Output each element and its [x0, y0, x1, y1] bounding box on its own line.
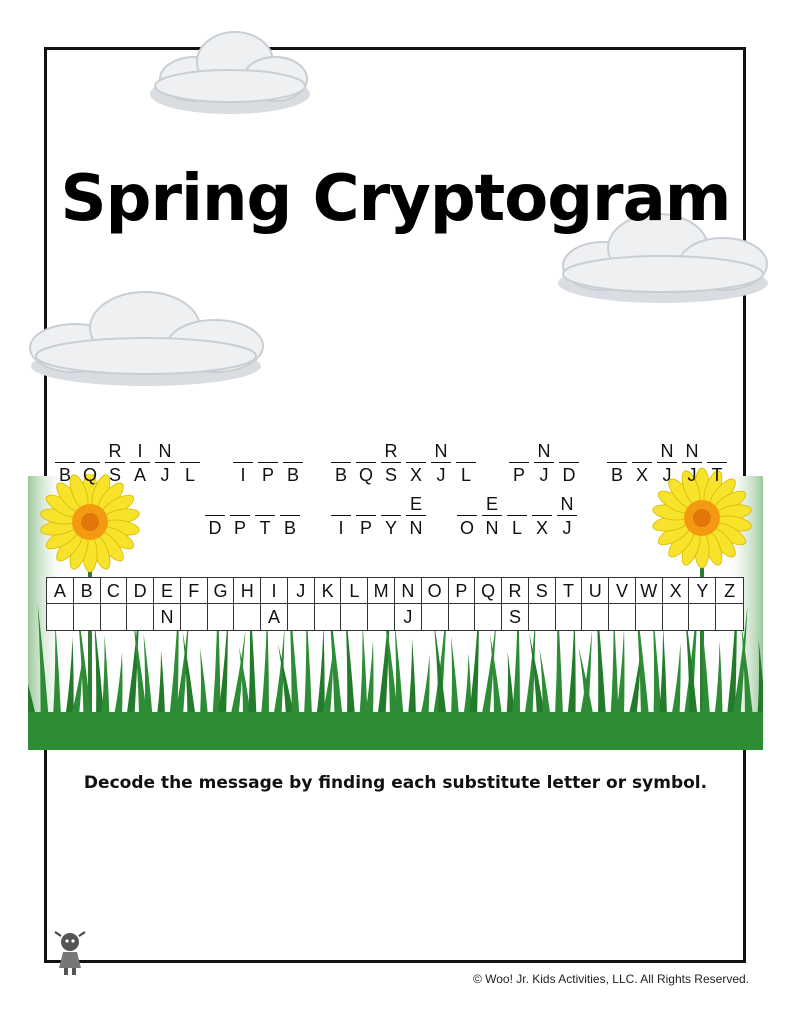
code-letter: J: [160, 465, 170, 485]
key-letter: C: [101, 578, 127, 604]
woojr-mascot-icon: [52, 930, 88, 976]
key-answer-cell[interactable]: [422, 604, 448, 630]
puzzle-letter-cell[interactable]: [455, 440, 477, 488]
key-answer-cell[interactable]: [47, 604, 73, 630]
code-letter: B: [286, 465, 299, 485]
key-letter: X: [663, 578, 689, 604]
key-column: [395, 578, 422, 630]
answer-blank-line: [456, 462, 476, 463]
puzzle-letter-cell[interactable]: [355, 440, 377, 488]
puzzle-letter-cell[interactable]: [355, 493, 377, 541]
answer-letter: [558, 440, 580, 462]
code-letter: I: [240, 465, 246, 485]
key-letter: T: [556, 578, 582, 604]
puzzle-letter-cell[interactable]: [456, 493, 478, 541]
key-letter: D: [127, 578, 153, 604]
answer-blank-line: [557, 515, 577, 516]
answer-letter: [330, 493, 352, 515]
answer-letter: N: [158, 441, 172, 461]
key-answer-cell[interactable]: [127, 604, 153, 630]
key-answer-cell[interactable]: [234, 604, 260, 630]
answer-blank-line: [255, 515, 275, 516]
code-letter: Q: [82, 465, 97, 485]
answer-letter: [179, 440, 201, 462]
answer-blank-line: [632, 462, 652, 463]
puzzle-letter-cell[interactable]: [154, 440, 176, 488]
puzzle-letter-cell[interactable]: [481, 493, 503, 541]
key-answer-cell[interactable]: [74, 604, 100, 630]
puzzle-letter-cell[interactable]: [79, 440, 101, 488]
key-answer-cell[interactable]: J: [403, 607, 413, 627]
puzzle-letter-cell[interactable]: [257, 440, 279, 488]
puzzle-letter-cell[interactable]: [330, 440, 352, 488]
puzzle-letter-cell[interactable]: [430, 440, 452, 488]
key-column: [475, 578, 502, 630]
key-answer-cell[interactable]: [288, 604, 314, 630]
answer-letter: [606, 440, 628, 462]
answer-blank-line: [707, 462, 727, 463]
cloud-left: [20, 288, 272, 388]
key-answer-cell[interactable]: N: [160, 607, 174, 627]
key-answer-cell[interactable]: [101, 604, 127, 630]
answer-letter: [531, 493, 553, 515]
key-letter: R: [502, 578, 528, 604]
answer-letter: N: [434, 441, 448, 461]
answer-blank-line: [258, 462, 278, 463]
key-column: [315, 578, 342, 630]
answer-blank-line: [532, 515, 552, 516]
key-column: [689, 578, 716, 630]
cipher-key-table: [46, 577, 744, 631]
key-answer-cell[interactable]: [636, 604, 662, 630]
key-letter: N: [395, 578, 421, 604]
answer-blank-line: [205, 515, 225, 516]
key-column: [127, 578, 154, 630]
answer-letter: [380, 493, 402, 515]
answer-blank-line: [130, 462, 150, 463]
key-column: [716, 578, 743, 630]
code-letter: B: [610, 465, 623, 485]
key-letter: Z: [716, 578, 743, 604]
key-column: [261, 578, 288, 630]
code-letter: Y: [384, 518, 397, 538]
puzzle-letter-cell[interactable]: [129, 440, 151, 488]
key-column: [422, 578, 449, 630]
answer-letter: E: [409, 494, 422, 514]
key-letter: A: [47, 578, 73, 604]
key-answer-cell[interactable]: S: [508, 607, 521, 627]
answer-letter: [254, 493, 276, 515]
code-letter: Q: [358, 465, 373, 485]
key-column: [636, 578, 663, 630]
answer-letter: [282, 440, 304, 462]
answer-blank-line: [283, 462, 303, 463]
puzzle-letter-cell[interactable]: [282, 440, 304, 488]
code-letter: L: [511, 518, 522, 538]
code-letter: P: [261, 465, 274, 485]
key-column: [47, 578, 74, 630]
key-answer-cell[interactable]: A: [268, 607, 281, 627]
code-letter: P: [512, 465, 525, 485]
key-answer-cell[interactable]: [556, 604, 582, 630]
code-letter: J: [662, 465, 672, 485]
code-letter: J: [562, 518, 572, 538]
code-letter: T: [259, 518, 271, 538]
key-column: [529, 578, 556, 630]
code-letter: N: [485, 518, 499, 538]
puzzle-letter-cell[interactable]: [508, 440, 530, 488]
answer-letter: I: [137, 441, 143, 461]
key-column: [582, 578, 609, 630]
code-letter: J: [436, 465, 446, 485]
code-letter: B: [334, 465, 347, 485]
key-letter: K: [315, 578, 341, 604]
answer-blank-line: [105, 462, 125, 463]
puzzle-letter-cell[interactable]: [606, 440, 628, 488]
instructions-text: Decode the message by finding each substitute letter or symbol.: [83, 773, 708, 793]
code-letter: D: [208, 518, 222, 538]
code-letter: T: [711, 465, 723, 485]
key-answer-cell[interactable]: [582, 604, 608, 630]
key-column: [234, 578, 261, 630]
puzzle-letter-cell[interactable]: [533, 440, 555, 488]
puzzle-line-1: [0, 440, 791, 488]
key-letter: V: [609, 578, 635, 604]
puzzle-letter-cell[interactable]: [54, 440, 76, 488]
key-letter: I: [261, 578, 287, 604]
answer-letter: R: [384, 441, 398, 461]
key-column: [288, 578, 315, 630]
key-column: [208, 578, 235, 630]
answer-letter: [405, 440, 427, 462]
puzzle-letter-cell[interactable]: [506, 493, 528, 541]
answer-blank-line: [331, 462, 351, 463]
answer-letter: [506, 493, 528, 515]
puzzle-letter-cell[interactable]: [232, 440, 254, 488]
key-column: [74, 578, 101, 630]
answer-blank-line: [356, 515, 376, 516]
answer-blank-line: [280, 515, 300, 516]
answer-letter: E: [485, 494, 498, 514]
puzzle-letter-cell[interactable]: [380, 440, 402, 488]
answer-blank-line: [406, 462, 426, 463]
puzzle-letter-cell[interactable]: [380, 493, 402, 541]
answer-blank-line: [509, 462, 529, 463]
answer-blank-line: [482, 515, 502, 516]
answer-blank-line: [682, 462, 702, 463]
code-letter: X: [535, 518, 548, 538]
puzzle-letter-cell[interactable]: [254, 493, 276, 541]
key-letter: L: [341, 578, 367, 604]
answer-letter: [330, 440, 352, 462]
answer-letter: [355, 440, 377, 462]
answer-letter: [204, 493, 226, 515]
key-letter: Q: [475, 578, 501, 604]
answer-letter: [455, 440, 477, 462]
key-column: [663, 578, 690, 630]
key-letter: E: [154, 578, 180, 604]
key-letter: F: [181, 578, 207, 604]
answer-blank-line: [233, 462, 253, 463]
puzzle-letter-cell[interactable]: [405, 440, 427, 488]
cloud-top: [140, 24, 320, 116]
code-letter: D: [562, 465, 576, 485]
answer-letter: [79, 440, 101, 462]
key-answer-cell[interactable]: [689, 604, 715, 630]
answer-blank-line: [180, 462, 200, 463]
code-letter: J: [687, 465, 697, 485]
key-letter: P: [449, 578, 475, 604]
key-column: [609, 578, 636, 630]
code-letter: P: [233, 518, 246, 538]
key-letter: H: [234, 578, 260, 604]
puzzle-letter-cell[interactable]: [279, 493, 301, 541]
answer-blank-line: [406, 515, 426, 516]
code-letter: X: [409, 465, 422, 485]
puzzle-letter-cell[interactable]: [556, 493, 578, 541]
puzzle-letter-cell[interactable]: [656, 440, 678, 488]
answer-letter: N: [537, 441, 551, 461]
key-column: [368, 578, 395, 630]
key-column: [181, 578, 208, 630]
copyright-text: © Woo! Jr. Kids Activities, LLC. All Rights Reserved.: [472, 972, 749, 986]
puzzle-line-2: [0, 493, 791, 541]
puzzle-letter-cell[interactable]: [681, 440, 703, 488]
puzzle-letter-cell[interactable]: [531, 493, 553, 541]
code-letter: I: [338, 518, 344, 538]
puzzle-letter-cell[interactable]: [104, 440, 126, 488]
key-letter: S: [529, 578, 555, 604]
puzzle-letter-cell[interactable]: [631, 440, 653, 488]
key-answer-cell[interactable]: [341, 604, 367, 630]
key-column: [502, 578, 529, 630]
key-answer-cell[interactable]: [368, 604, 394, 630]
answer-letter: N: [560, 494, 574, 514]
answer-letter: N: [660, 441, 674, 461]
answer-blank-line: [381, 515, 401, 516]
code-letter: B: [58, 465, 71, 485]
code-letter: B: [283, 518, 296, 538]
puzzle-letter-cell[interactable]: [558, 440, 580, 488]
key-column: [556, 578, 583, 630]
key-answer-cell[interactable]: [475, 604, 501, 630]
code-letter: J: [539, 465, 549, 485]
code-letter: L: [460, 465, 471, 485]
answer-letter: [456, 493, 478, 515]
key-letter: U: [582, 578, 608, 604]
code-letter: S: [108, 465, 121, 485]
answer-blank-line: [507, 515, 527, 516]
answer-blank-line: [55, 462, 75, 463]
answer-letter: [229, 493, 251, 515]
code-letter: S: [384, 465, 397, 485]
key-answer-cell[interactable]: [529, 604, 555, 630]
answer-blank-line: [356, 462, 376, 463]
answer-blank-line: [657, 462, 677, 463]
answer-blank-line: [607, 462, 627, 463]
answer-blank-line: [534, 462, 554, 463]
answer-blank-line: [559, 462, 579, 463]
puzzle-letter-cell[interactable]: [179, 440, 201, 488]
answer-blank-line: [457, 515, 477, 516]
key-column: [154, 578, 181, 630]
code-letter: L: [184, 465, 195, 485]
page-title: Spring Cryptogram: [60, 162, 731, 236]
answer-letter: [508, 440, 530, 462]
code-letter: N: [409, 518, 423, 538]
answer-blank-line: [80, 462, 100, 463]
code-letter: O: [459, 518, 474, 538]
key-column: [341, 578, 368, 630]
puzzle-letter-cell[interactable]: [405, 493, 427, 541]
answer-letter: [355, 493, 377, 515]
answer-letter: [706, 440, 728, 462]
key-answer-cell[interactable]: [663, 604, 689, 630]
key-answer-cell[interactable]: [716, 604, 743, 630]
puzzle-letter-cell[interactable]: [706, 440, 728, 488]
answer-letter: [54, 440, 76, 462]
puzzle-letter-cell[interactable]: [330, 493, 352, 541]
answer-blank-line: [381, 462, 401, 463]
key-answer-cell[interactable]: [449, 604, 475, 630]
answer-letter: R: [108, 441, 122, 461]
answer-blank-line: [155, 462, 175, 463]
key-letter: J: [288, 578, 314, 604]
key-letter: W: [636, 578, 662, 604]
key-letter: Y: [689, 578, 715, 604]
key-answer-cell[interactable]: [208, 604, 234, 630]
key-column: [449, 578, 476, 630]
key-letter: O: [422, 578, 448, 604]
answer-letter: [279, 493, 301, 515]
answer-blank-line: [431, 462, 451, 463]
key-letter: G: [208, 578, 234, 604]
key-letter: M: [368, 578, 394, 604]
answer-letter: [257, 440, 279, 462]
key-column: [101, 578, 128, 630]
answer-blank-line: [230, 515, 250, 516]
answer-letter: N: [685, 441, 699, 461]
answer-letter: [631, 440, 653, 462]
key-answer-cell[interactable]: [609, 604, 635, 630]
answer-letter: [232, 440, 254, 462]
code-letter: A: [133, 465, 146, 485]
puzzle-letter-cell[interactable]: [204, 493, 226, 541]
puzzle-letter-cell[interactable]: [229, 493, 251, 541]
code-letter: P: [359, 518, 372, 538]
key-answer-cell[interactable]: [181, 604, 207, 630]
code-letter: X: [635, 465, 648, 485]
key-letter: B: [74, 578, 100, 604]
answer-blank-line: [331, 515, 351, 516]
key-answer-cell[interactable]: [315, 604, 341, 630]
